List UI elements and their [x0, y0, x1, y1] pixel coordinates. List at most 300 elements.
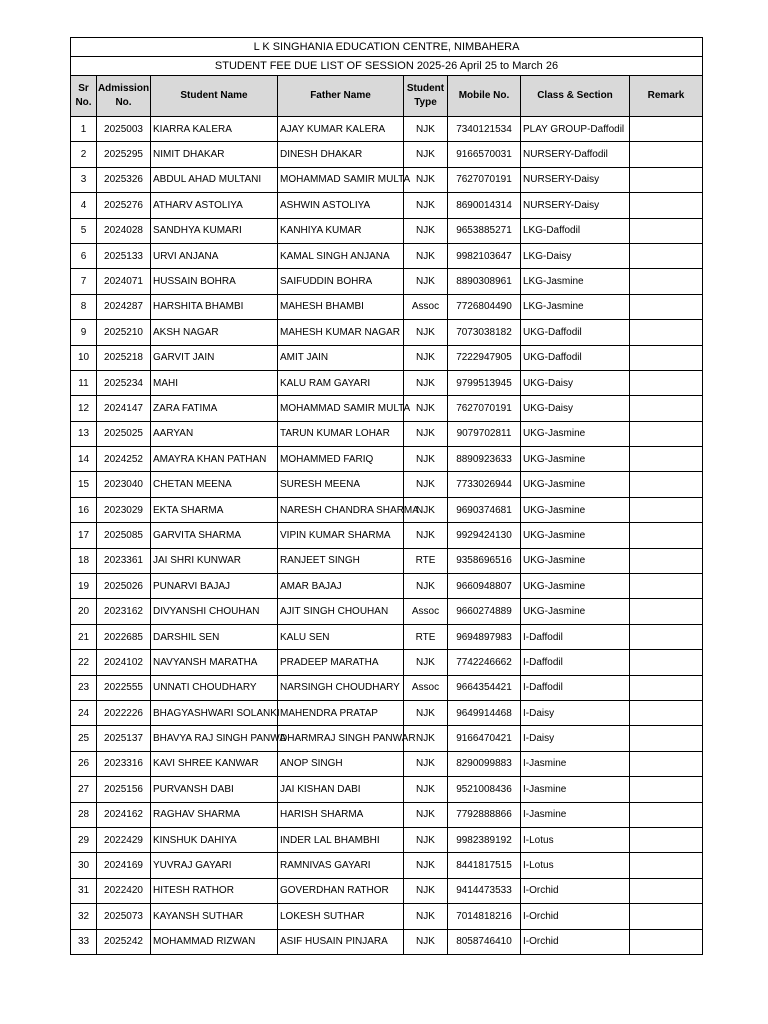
cell-father-name: MAHESH KUMAR NAGAR	[278, 320, 404, 345]
cell-student-name: KINSHUK DAHIYA	[151, 827, 278, 852]
cell-father-name: JAI KISHAN DABI	[278, 777, 404, 802]
cell-mobile-no: 7073038182	[448, 320, 521, 345]
cell-sr: 17	[71, 523, 97, 548]
cell-class-section: NURSERY-Daisy	[521, 193, 630, 218]
cell-mobile-no: 9653885271	[448, 218, 521, 243]
table-row	[71, 523, 703, 548]
cell-class-section: LKG-Daisy	[521, 243, 630, 268]
cell-student-type: RTE	[404, 548, 448, 573]
table-row	[71, 878, 703, 903]
cell-mobile-no: 7340121534	[448, 117, 521, 142]
cell-sr: 4	[71, 193, 97, 218]
table-row	[71, 497, 703, 522]
cell-class-section: UKG-Jasmine	[521, 548, 630, 573]
cell-student-name: CHETAN MEENA	[151, 472, 278, 497]
table-row	[71, 269, 703, 294]
cell-sr: 13	[71, 421, 97, 446]
cell-mobile-no: 8890923633	[448, 447, 521, 472]
cell-admission-no: 2025156	[97, 777, 151, 802]
cell-student-name: UNNATI CHOUDHARY	[151, 675, 278, 700]
cell-remark	[630, 802, 703, 827]
cell-class-section: UKG-Daisy	[521, 396, 630, 421]
cell-father-name: ANOP SINGH	[278, 751, 404, 776]
cell-remark	[630, 929, 703, 954]
cell-student-name: KAYANSH SUTHAR	[151, 904, 278, 929]
cell-father-name: KALU RAM GAYARI	[278, 370, 404, 395]
table-row	[71, 853, 703, 878]
cell-remark	[630, 675, 703, 700]
cell-father-name: RANJEET SINGH	[278, 548, 404, 573]
cell-mobile-no: 7014818216	[448, 904, 521, 929]
cell-father-name: INDER LAL BHAMBHI	[278, 827, 404, 852]
cell-student-name: PUNARVI BAJAJ	[151, 574, 278, 599]
cell-father-name: SURESH MEENA	[278, 472, 404, 497]
cell-student-name: KIARRA KALERA	[151, 117, 278, 142]
header-father-name: Father Name	[278, 76, 404, 117]
cell-class-section: LKG-Daffodil	[521, 218, 630, 243]
cell-mobile-no: 7627070191	[448, 167, 521, 192]
header-sr: Sr No.	[71, 76, 97, 117]
cell-student-type: NJK	[404, 497, 448, 522]
cell-mobile-no: 9982103647	[448, 243, 521, 268]
cell-student-name: ATHARV ASTOLIYA	[151, 193, 278, 218]
table-row	[71, 117, 703, 142]
cell-student-name: AARYAN	[151, 421, 278, 446]
cell-class-section: I-Orchid	[521, 904, 630, 929]
table-row	[71, 726, 703, 751]
cell-mobile-no: 9414473533	[448, 878, 521, 903]
cell-remark	[630, 827, 703, 852]
cell-student-name: DIVYANSHI CHOUHAN	[151, 599, 278, 624]
cell-admission-no: 2024147	[97, 396, 151, 421]
cell-admission-no: 2025326	[97, 167, 151, 192]
table-row	[71, 574, 703, 599]
cell-sr: 12	[71, 396, 97, 421]
cell-admission-no: 2025133	[97, 243, 151, 268]
cell-student-type: Assoc	[404, 599, 448, 624]
cell-mobile-no: 7792888866	[448, 802, 521, 827]
cell-class-section: UKG-Daffodil	[521, 320, 630, 345]
cell-student-name: EKTA SHARMA	[151, 497, 278, 522]
cell-sr: 9	[71, 320, 97, 345]
cell-student-name: ZARA FATIMA	[151, 396, 278, 421]
table-row	[71, 802, 703, 827]
cell-father-name: KAMAL SINGH ANJANA	[278, 243, 404, 268]
cell-remark	[630, 421, 703, 446]
cell-student-type: NJK	[404, 827, 448, 852]
cell-student-name: BHAGYASHWARI SOLANKI	[151, 700, 278, 725]
cell-mobile-no: 9649914468	[448, 700, 521, 725]
cell-class-section: UKG-Jasmine	[521, 523, 630, 548]
cell-class-section: UKG-Jasmine	[521, 421, 630, 446]
cell-student-type: NJK	[404, 370, 448, 395]
cell-father-name: LOKESH SUTHAR	[278, 904, 404, 929]
cell-remark	[630, 904, 703, 929]
cell-student-type: Assoc	[404, 675, 448, 700]
cell-student-type: NJK	[404, 117, 448, 142]
cell-sr: 24	[71, 700, 97, 725]
cell-mobile-no: 9664354421	[448, 675, 521, 700]
cell-class-section: UKG-Jasmine	[521, 574, 630, 599]
table-row	[71, 777, 703, 802]
cell-admission-no: 2024071	[97, 269, 151, 294]
cell-sr: 31	[71, 878, 97, 903]
cell-mobile-no: 9166470421	[448, 726, 521, 751]
cell-admission-no: 2022226	[97, 700, 151, 725]
cell-mobile-no: 7733026944	[448, 472, 521, 497]
header-admission: Admission No.	[97, 76, 151, 117]
table-row	[71, 345, 703, 370]
cell-father-name: MOHAMMAD SAMIR MULTA	[278, 396, 404, 421]
table-row	[71, 396, 703, 421]
cell-admission-no: 2024287	[97, 294, 151, 319]
cell-class-section: I-Lotus	[521, 827, 630, 852]
cell-student-type: NJK	[404, 193, 448, 218]
cell-student-type: NJK	[404, 243, 448, 268]
cell-student-type: NJK	[404, 726, 448, 751]
cell-mobile-no: 9690374681	[448, 497, 521, 522]
cell-remark	[630, 142, 703, 167]
cell-admission-no: 2024169	[97, 853, 151, 878]
cell-sr: 28	[71, 802, 97, 827]
cell-remark	[630, 370, 703, 395]
cell-student-type: NJK	[404, 853, 448, 878]
cell-father-name: MOHAMMAD SAMIR MULTA	[278, 167, 404, 192]
table-row	[71, 751, 703, 776]
cell-mobile-no: 9660274889	[448, 599, 521, 624]
cell-student-type: NJK	[404, 878, 448, 903]
cell-sr: 14	[71, 447, 97, 472]
cell-student-type: NJK	[404, 167, 448, 192]
table-row	[71, 320, 703, 345]
cell-admission-no: 2025073	[97, 904, 151, 929]
cell-remark	[630, 243, 703, 268]
cell-admission-no: 2025210	[97, 320, 151, 345]
cell-student-type: NJK	[404, 751, 448, 776]
table-row	[71, 447, 703, 472]
cell-class-section: UKG-Daisy	[521, 370, 630, 395]
table-row	[71, 904, 703, 929]
cell-mobile-no: 9982389192	[448, 827, 521, 852]
cell-student-type: Assoc	[404, 294, 448, 319]
cell-remark	[630, 472, 703, 497]
cell-student-name: BHAVYA RAJ SINGH PANWA	[151, 726, 278, 751]
table-row	[71, 421, 703, 446]
cell-admission-no: 2023162	[97, 599, 151, 624]
cell-mobile-no: 9799513945	[448, 370, 521, 395]
cell-remark	[630, 574, 703, 599]
cell-mobile-no: 8690014314	[448, 193, 521, 218]
school-name: L K SINGHANIA EDUCATION CENTRE, NIMBAHERA	[71, 38, 703, 57]
cell-father-name: SAIFUDDIN BOHRA	[278, 269, 404, 294]
cell-student-name: SANDHYA KUMARI	[151, 218, 278, 243]
cell-mobile-no: 9694897983	[448, 624, 521, 649]
cell-class-section: UKG-Jasmine	[521, 447, 630, 472]
cell-student-type: NJK	[404, 700, 448, 725]
cell-father-name: KANHIYA KUMAR	[278, 218, 404, 243]
cell-remark	[630, 650, 703, 675]
cell-sr: 16	[71, 497, 97, 522]
cell-class-section: I-Daffodil	[521, 650, 630, 675]
cell-sr: 26	[71, 751, 97, 776]
header-row	[71, 76, 703, 117]
cell-father-name: AMAR BAJAJ	[278, 574, 404, 599]
cell-class-section: I-Jasmine	[521, 802, 630, 827]
cell-father-name: MAHENDRA PRATAP	[278, 700, 404, 725]
cell-remark	[630, 117, 703, 142]
cell-student-name: MAHI	[151, 370, 278, 395]
cell-class-section: I-Lotus	[521, 853, 630, 878]
header-mobile: Mobile No.	[448, 76, 521, 117]
cell-student-type: NJK	[404, 421, 448, 446]
cell-father-name: AMIT JAIN	[278, 345, 404, 370]
cell-remark	[630, 751, 703, 776]
cell-student-type: NJK	[404, 904, 448, 929]
cell-sr: 23	[71, 675, 97, 700]
cell-student-type: NJK	[404, 320, 448, 345]
cell-student-type: NJK	[404, 472, 448, 497]
cell-father-name: HARISH SHARMA	[278, 802, 404, 827]
cell-sr: 22	[71, 650, 97, 675]
cell-admission-no: 2023316	[97, 751, 151, 776]
cell-father-name: TARUN KUMAR LOHAR	[278, 421, 404, 446]
cell-class-section: NURSERY-Daisy	[521, 167, 630, 192]
cell-sr: 5	[71, 218, 97, 243]
header-class-section: Class & Section	[521, 76, 630, 117]
cell-admission-no: 2022420	[97, 878, 151, 903]
cell-admission-no: 2023040	[97, 472, 151, 497]
cell-class-section: I-Orchid	[521, 878, 630, 903]
cell-remark	[630, 497, 703, 522]
cell-student-name: YUVRAJ GAYARI	[151, 853, 278, 878]
cell-father-name: PRADEEP MARATHA	[278, 650, 404, 675]
cell-admission-no: 2025026	[97, 574, 151, 599]
table-row	[71, 142, 703, 167]
cell-remark	[630, 193, 703, 218]
table-row	[71, 675, 703, 700]
cell-admission-no: 2025003	[97, 117, 151, 142]
cell-student-name: PURVANSH DABI	[151, 777, 278, 802]
cell-remark	[630, 396, 703, 421]
cell-father-name: DHARMRAJ SINGH PANWAR	[278, 726, 404, 751]
cell-mobile-no: 8441817515	[448, 853, 521, 878]
cell-remark	[630, 269, 703, 294]
cell-remark	[630, 878, 703, 903]
cell-remark	[630, 320, 703, 345]
cell-student-type: NJK	[404, 777, 448, 802]
cell-student-name: GARVIT JAIN	[151, 345, 278, 370]
table-row	[71, 624, 703, 649]
cell-class-section: UKG-Jasmine	[521, 599, 630, 624]
cell-student-type: NJK	[404, 802, 448, 827]
cell-admission-no: 2022555	[97, 675, 151, 700]
cell-sr: 18	[71, 548, 97, 573]
cell-student-type: RTE	[404, 624, 448, 649]
cell-student-type: NJK	[404, 574, 448, 599]
cell-student-name: AKSH NAGAR	[151, 320, 278, 345]
cell-admission-no: 2024252	[97, 447, 151, 472]
cell-student-name: HUSSAIN BOHRA	[151, 269, 278, 294]
table-row	[71, 167, 703, 192]
cell-mobile-no: 9660948807	[448, 574, 521, 599]
cell-class-section: I-Jasmine	[521, 751, 630, 776]
cell-sr: 27	[71, 777, 97, 802]
cell-admission-no: 2024162	[97, 802, 151, 827]
cell-student-name: MOHAMMAD RIZWAN	[151, 929, 278, 954]
cell-class-section: UKG-Jasmine	[521, 497, 630, 522]
cell-remark	[630, 523, 703, 548]
table-row	[71, 548, 703, 573]
cell-class-section: NURSERY-Daffodil	[521, 142, 630, 167]
cell-admission-no: 2024028	[97, 218, 151, 243]
cell-student-type: NJK	[404, 345, 448, 370]
cell-father-name: DINESH DHAKAR	[278, 142, 404, 167]
cell-sr: 7	[71, 269, 97, 294]
cell-student-name: HARSHITA BHAMBI	[151, 294, 278, 319]
cell-sr: 15	[71, 472, 97, 497]
cell-sr: 1	[71, 117, 97, 142]
table-row	[71, 294, 703, 319]
cell-mobile-no: 7726804490	[448, 294, 521, 319]
cell-student-type: NJK	[404, 396, 448, 421]
cell-admission-no: 2025137	[97, 726, 151, 751]
cell-sr: 11	[71, 370, 97, 395]
cell-student-name: ABDUL AHAD MULTANI	[151, 167, 278, 192]
table-row	[71, 370, 703, 395]
cell-student-type: NJK	[404, 523, 448, 548]
cell-student-name: NIMIT DHAKAR	[151, 142, 278, 167]
cell-student-name: AMAYRA KHAN PATHAN	[151, 447, 278, 472]
cell-student-type: NJK	[404, 929, 448, 954]
cell-admission-no: 2025295	[97, 142, 151, 167]
cell-student-name: HITESH RATHOR	[151, 878, 278, 903]
table-row	[71, 193, 703, 218]
cell-remark	[630, 218, 703, 243]
cell-mobile-no: 9521008436	[448, 777, 521, 802]
cell-class-section: I-Orchid	[521, 929, 630, 954]
cell-mobile-no: 7222947905	[448, 345, 521, 370]
cell-admission-no: 2024102	[97, 650, 151, 675]
cell-admission-no: 2022685	[97, 624, 151, 649]
cell-remark	[630, 345, 703, 370]
cell-student-type: NJK	[404, 650, 448, 675]
cell-class-section: LKG-Jasmine	[521, 269, 630, 294]
cell-sr: 20	[71, 599, 97, 624]
cell-student-name: RAGHAV SHARMA	[151, 802, 278, 827]
cell-father-name: AJIT SINGH CHOUHAN	[278, 599, 404, 624]
cell-class-section: UKG-Jasmine	[521, 472, 630, 497]
cell-mobile-no: 9358696516	[448, 548, 521, 573]
cell-sr: 25	[71, 726, 97, 751]
cell-sr: 6	[71, 243, 97, 268]
cell-remark	[630, 624, 703, 649]
cell-sr: 21	[71, 624, 97, 649]
cell-mobile-no: 9166570031	[448, 142, 521, 167]
header-student-type: Student Type	[404, 76, 448, 117]
cell-admission-no: 2023361	[97, 548, 151, 573]
cell-remark	[630, 294, 703, 319]
cell-student-name: DARSHIL SEN	[151, 624, 278, 649]
cell-student-type: NJK	[404, 218, 448, 243]
list-title: STUDENT FEE DUE LIST OF SESSION 2025-26 April 25 to March 26	[71, 57, 703, 76]
cell-sr: 29	[71, 827, 97, 852]
cell-student-name: JAI SHRI KUNWAR	[151, 548, 278, 573]
cell-sr: 30	[71, 853, 97, 878]
cell-mobile-no: 8058746410	[448, 929, 521, 954]
cell-father-name: NARSINGH CHOUDHARY	[278, 675, 404, 700]
cell-class-section: I-Daisy	[521, 726, 630, 751]
cell-father-name: MOHAMMED FARIQ	[278, 447, 404, 472]
cell-father-name: VIPIN KUMAR SHARMA	[278, 523, 404, 548]
cell-father-name: AJAY KUMAR KALERA	[278, 117, 404, 142]
fee-due-table	[70, 37, 703, 955]
cell-class-section: I-Daffodil	[521, 624, 630, 649]
cell-father-name: KALU SEN	[278, 624, 404, 649]
cell-admission-no: 2023029	[97, 497, 151, 522]
cell-class-section: I-Jasmine	[521, 777, 630, 802]
cell-sr: 10	[71, 345, 97, 370]
cell-father-name: ASIF HUSAIN PINJARA	[278, 929, 404, 954]
cell-class-section: UKG-Daffodil	[521, 345, 630, 370]
table-row	[71, 243, 703, 268]
table-row	[71, 650, 703, 675]
cell-student-name: URVI ANJANA	[151, 243, 278, 268]
cell-admission-no: 2025242	[97, 929, 151, 954]
cell-remark	[630, 447, 703, 472]
cell-admission-no: 2025276	[97, 193, 151, 218]
cell-student-name: NAVYANSH MARATHA	[151, 650, 278, 675]
cell-student-name: GARVITA SHARMA	[151, 523, 278, 548]
cell-class-section: PLAY GROUP-Daffodil	[521, 117, 630, 142]
cell-student-type: NJK	[404, 142, 448, 167]
cell-remark	[630, 853, 703, 878]
table-row	[71, 827, 703, 852]
cell-remark	[630, 548, 703, 573]
cell-admission-no: 2025218	[97, 345, 151, 370]
cell-remark	[630, 726, 703, 751]
cell-class-section: I-Daffodil	[521, 675, 630, 700]
cell-student-type: NJK	[404, 447, 448, 472]
cell-admission-no: 2025025	[97, 421, 151, 446]
cell-admission-no: 2025085	[97, 523, 151, 548]
cell-admission-no: 2025234	[97, 370, 151, 395]
cell-student-name: KAVI SHREE KANWAR	[151, 751, 278, 776]
cell-mobile-no: 9929424130	[448, 523, 521, 548]
cell-class-section: I-Daisy	[521, 700, 630, 725]
cell-remark	[630, 599, 703, 624]
cell-remark	[630, 777, 703, 802]
table-row	[71, 700, 703, 725]
cell-sr: 32	[71, 904, 97, 929]
cell-remark	[630, 700, 703, 725]
table-row	[71, 472, 703, 497]
cell-father-name: RAMNIVAS GAYARI	[278, 853, 404, 878]
table-row	[71, 929, 703, 954]
cell-mobile-no: 8290099883	[448, 751, 521, 776]
cell-admission-no: 2022429	[97, 827, 151, 852]
cell-father-name: GOVERDHAN RATHOR	[278, 878, 404, 903]
table-row	[71, 599, 703, 624]
cell-sr: 19	[71, 574, 97, 599]
cell-sr: 8	[71, 294, 97, 319]
cell-mobile-no: 7627070191	[448, 396, 521, 421]
cell-sr: 2	[71, 142, 97, 167]
cell-remark	[630, 167, 703, 192]
cell-mobile-no: 9079702811	[448, 421, 521, 446]
cell-mobile-no: 7742246662	[448, 650, 521, 675]
cell-mobile-no: 8890308961	[448, 269, 521, 294]
cell-father-name: NARESH CHANDRA SHARMA	[278, 497, 404, 522]
